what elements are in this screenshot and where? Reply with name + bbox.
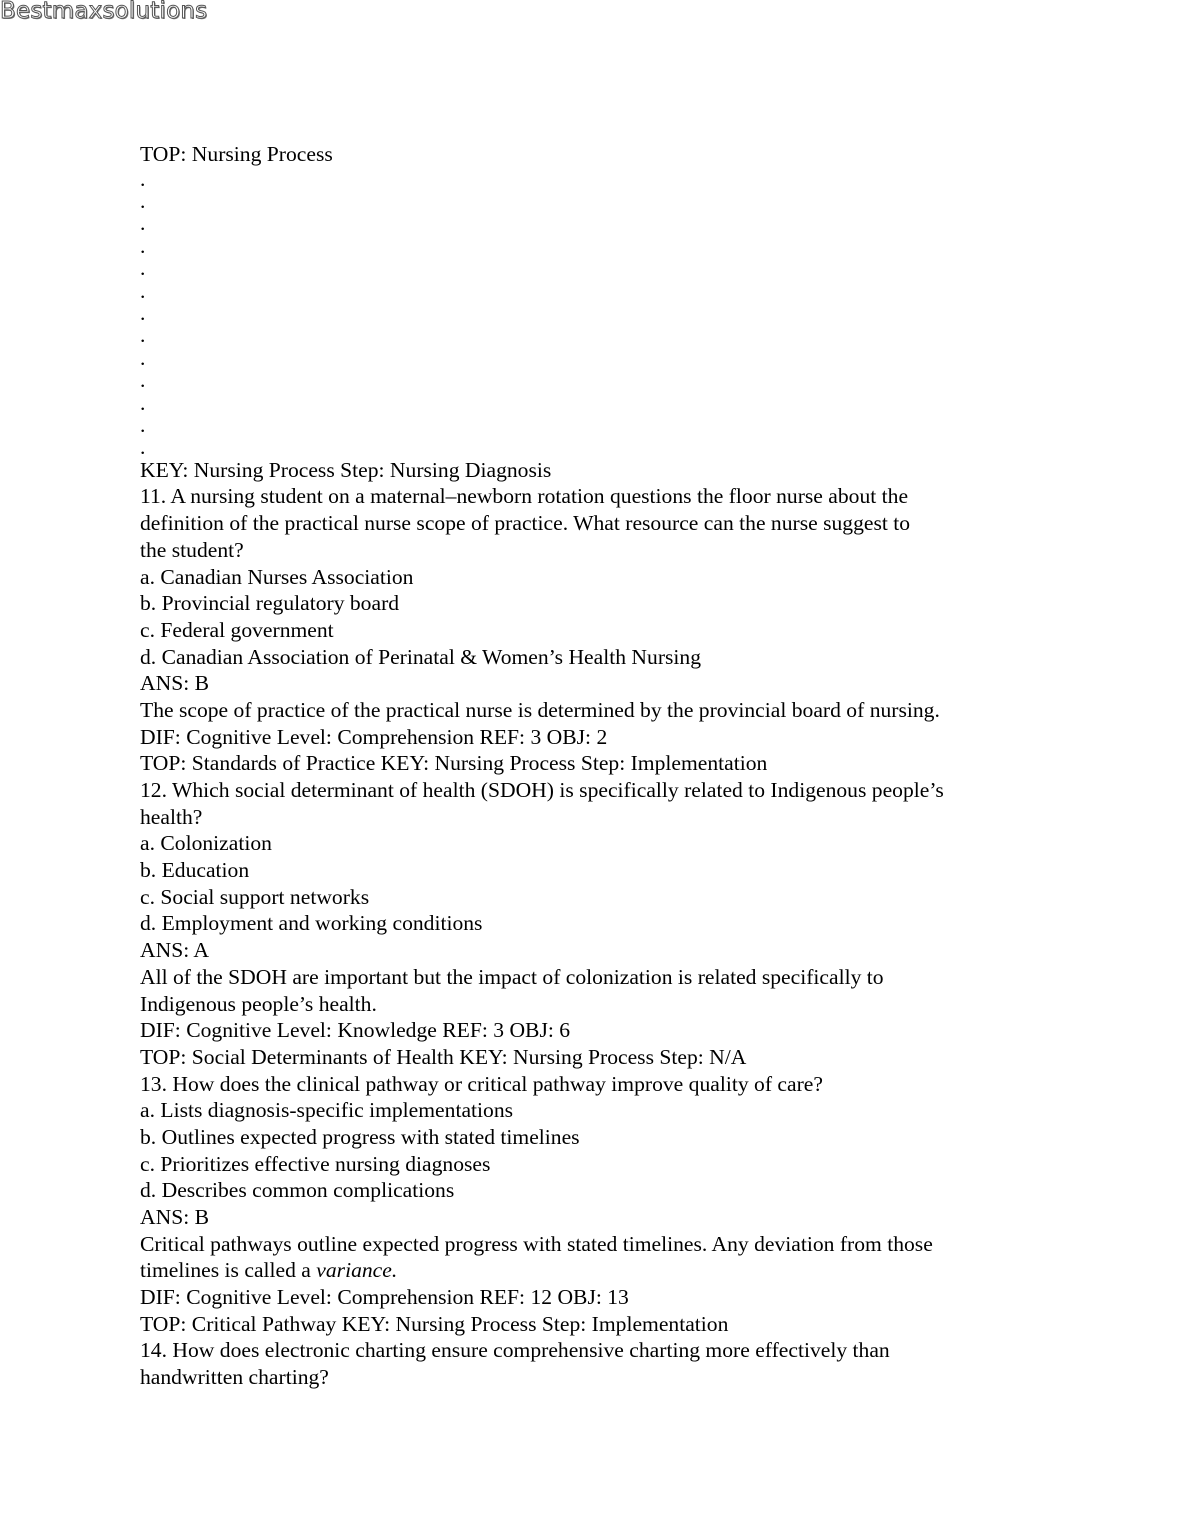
question-stem: 12. Which social determinant of health (SDOH) is specifically related to Indigenous people’s <box>140 778 944 803</box>
question-13 <box>140 1071 1040 1338</box>
option-d: d. Canadian Association of Perinatal & Women’s Health Nursing <box>140 644 702 669</box>
dot-line: . <box>140 278 146 303</box>
question-11 <box>140 483 1040 777</box>
dot-line: . <box>140 189 146 214</box>
topic-line: TOP: Nursing Process <box>140 142 333 166</box>
question-stem: the student? <box>140 537 244 562</box>
dot-line: . <box>140 390 146 415</box>
topic-key-line: TOP: Critical Pathway KEY: Nursing Process Step: Implementation <box>140 1311 729 1336</box>
rationale-line <box>140 1257 1040 1284</box>
question-stem: health? <box>140 804 203 829</box>
dot-line: . <box>140 368 146 393</box>
option-a: a. Colonization <box>140 831 272 856</box>
dot-line: . <box>140 323 146 348</box>
question-14 <box>140 1337 1040 1390</box>
dot-line: . <box>140 211 146 236</box>
option-a: a. Canadian Nurses Association <box>140 564 414 589</box>
option-b: b. Education <box>140 858 250 883</box>
option-b: b. Provincial regulatory board <box>140 591 400 616</box>
dot-line: . <box>140 301 146 326</box>
dot-line: . <box>140 256 146 281</box>
topic-key-line: TOP: Standards of Practice KEY: Nursing Process Step: Implementation <box>140 751 768 776</box>
question-stem: handwritten charting? <box>140 1365 329 1390</box>
question-stem: 13. How does the clinical pathway or critical pathway improve quality of care? <box>140 1071 823 1096</box>
dot-line: . <box>140 345 146 370</box>
answer-line: ANS: B <box>140 671 209 696</box>
option-c: c. Federal government <box>140 617 334 642</box>
option-b: b. Outlines expected progress with stated timelines <box>140 1124 580 1149</box>
watermark-logo: Bestmaxsolutions <box>0 0 208 24</box>
rationale-line: Indigenous people’s health. <box>140 991 377 1016</box>
topic-key-line: TOP: Social Determinants of Health KEY: Nursing Process Step: N/A <box>140 1044 747 1069</box>
rationale-line: All of the SDOH are important but the impact of colonization is related specifically to <box>140 964 884 989</box>
option-a: a. Lists diagnosis-specific implementations <box>140 1098 514 1123</box>
rationale-text: timelines is called a <box>140 1258 317 1283</box>
dot-filler <box>140 168 1040 459</box>
rationale-line: Critical pathways outline expected progress with stated timelines. Any deviation from those <box>140 1231 933 1256</box>
rationale-line: The scope of practice of the practical nurse is determined by the provincial board of nursing. <box>140 697 940 722</box>
question-stem: 11. A nursing student on a maternal–newborn rotation questions the floor nurse about the <box>140 484 909 509</box>
option-d: d. Employment and working conditions <box>140 911 483 936</box>
answer-line: ANS: B <box>140 1205 209 1230</box>
dot-line: . <box>140 412 146 437</box>
dot-line: . <box>140 233 146 258</box>
dot-line: . <box>140 435 146 460</box>
question-stem: 14. How does electronic charting ensure comprehensive charting more effectively than <box>140 1338 890 1363</box>
option-c: c. Prioritizes effective nursing diagnoses <box>140 1151 491 1176</box>
difficulty-line: DIF: Cognitive Level: Knowledge REF: 3 OBJ: 6 <box>140 1018 571 1043</box>
option-c: c. Social support networks <box>140 884 370 909</box>
rationale-italic-term: variance. <box>316 1258 398 1283</box>
dot-line: . <box>140 166 146 191</box>
question-stem: definition of the practical nurse scope of practice. What resource can the nurse suggest to <box>140 511 911 536</box>
answer-line: ANS: A <box>140 938 209 963</box>
key-line: KEY: Nursing Process Step: Nursing Diagnosis <box>140 457 552 482</box>
question-12 <box>140 777 1040 1071</box>
option-d: d. Describes common complications <box>140 1178 455 1203</box>
difficulty-line: DIF: Cognitive Level: Comprehension REF: 12 OBJ: 13 <box>140 1285 629 1310</box>
difficulty-line: DIF: Cognitive Level: Comprehension REF: 3 OBJ: 2 <box>140 724 608 749</box>
document-body <box>140 141 1040 1391</box>
